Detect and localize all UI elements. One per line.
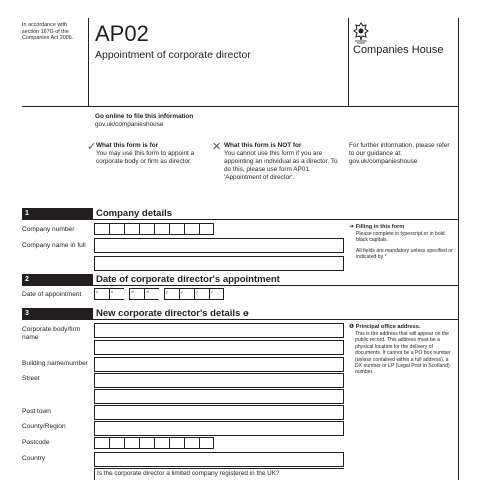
company-number-box[interactable] — [199, 223, 214, 235]
not-heading: What this form is NOT for — [224, 142, 302, 149]
company-name-input-2[interactable] — [94, 256, 344, 271]
date-day-box[interactable]: d — [94, 288, 109, 300]
country-label: Country — [22, 455, 46, 462]
header-left-rule — [88, 18, 89, 106]
brand-name: Companies House — [353, 44, 444, 56]
form-title: Appointment of corporate director — [95, 49, 251, 61]
county-label: County/Region — [22, 423, 66, 430]
postcode-box[interactable] — [94, 437, 109, 449]
date-month-box[interactable]: m — [129, 288, 144, 300]
postcode-boxes[interactable] — [94, 437, 214, 449]
date-year-box[interactable]: y — [209, 288, 224, 300]
date-boxes[interactable] — [94, 288, 224, 300]
crest-icon — [352, 22, 370, 44]
section1-number: 1 — [22, 208, 93, 220]
filling-heading: Filling in this form — [355, 224, 405, 230]
question-rule — [94, 468, 344, 469]
post-town-label: Post town — [22, 408, 51, 415]
section3-title — [96, 308, 249, 321]
postcode-box[interactable] — [109, 437, 124, 449]
postcode-box[interactable] — [199, 437, 214, 449]
body-name-input-1[interactable] — [94, 323, 344, 338]
county-input[interactable] — [94, 421, 344, 436]
section3-number: 3 — [22, 308, 93, 320]
online-url[interactable]: gov.uk/companieshouse — [95, 121, 164, 128]
question-left-rule — [94, 468, 95, 480]
principal-office-note — [349, 324, 455, 376]
company-number-box[interactable] — [109, 223, 124, 235]
filling-text-2: All fields are mandatory unless specified or indicated by * — [356, 247, 453, 261]
for-heading: What this form is for — [96, 142, 159, 149]
postcode-box[interactable] — [124, 437, 139, 449]
filling-note — [349, 224, 455, 261]
street-input-2[interactable] — [94, 389, 344, 404]
accordance-note: In accordance with section 167G of the Companies Act 2006. — [22, 22, 74, 42]
section2-title: Date of corporate director's appointment — [96, 274, 280, 285]
company-number-box[interactable] — [124, 223, 139, 235]
date-year-box[interactable]: y — [164, 288, 179, 300]
company-name-input-1[interactable] — [94, 238, 344, 253]
company-number-label: Company number — [22, 226, 75, 233]
section3-title-text: New corporate director's details — [96, 308, 241, 319]
company-number-box[interactable] — [184, 223, 199, 235]
filling-text-1: Please complete in typescript or in bold black capitals. — [356, 231, 445, 244]
date-year-box[interactable]: y — [179, 288, 194, 300]
postcode-label: Postcode — [22, 439, 50, 446]
cross-icon: ✕ — [212, 141, 222, 153]
header-right-rule — [348, 18, 349, 106]
header-divider — [22, 106, 458, 107]
company-number-box[interactable] — [169, 223, 184, 235]
date-label: Date of appointment — [22, 291, 82, 298]
not-text: You cannot use this form if you are appointing an individual as a director. To do this, please use form AP01 'Appointment of director'. — [224, 150, 338, 181]
section2-number: 2 — [22, 274, 93, 286]
company-number-boxes[interactable] — [94, 223, 214, 235]
principal-heading: Principal office address. — [355, 324, 421, 330]
street-label: Street — [22, 375, 40, 382]
body-name-label: Corporate body/firm name — [22, 326, 81, 341]
street-input-1[interactable] — [94, 373, 344, 388]
further-info: For further information, please refer to our guidance at: gov.uk/companieshouse — [349, 142, 450, 165]
principal-text: This is the address that will appear on the public record. This address must be a physical location for the delivery of documents. It cannot be a PO box number (unless contained within a full address), a DX number or LP (Legal Post in Scotland) number. — [355, 331, 451, 376]
info-icon: ❶ — [349, 324, 356, 330]
post-town-input[interactable] — [94, 405, 344, 420]
building-input[interactable] — [94, 357, 344, 372]
tick-icon: ✓ — [87, 141, 97, 153]
company-name-label: Company name in full — [22, 242, 86, 249]
uk-company-question: Is the corporate director a limited company registered in the UK? — [97, 470, 280, 477]
form-code: AP02 — [95, 21, 149, 46]
arrow-icon: ➔ — [349, 224, 356, 230]
date-month-box[interactable]: m — [144, 288, 159, 300]
postcode-box[interactable] — [154, 437, 169, 449]
for-text: You may use this form to appoint a corporate body or firm as director. — [96, 150, 195, 165]
company-number-box[interactable] — [139, 223, 154, 235]
company-number-box[interactable] — [94, 223, 109, 235]
body-name-input-2[interactable] — [94, 340, 344, 355]
section1-title: Company details — [96, 208, 173, 219]
online-heading: Go online to file this information — [95, 113, 194, 120]
postcode-box[interactable] — [184, 437, 199, 449]
date-day-box[interactable]: d — [109, 288, 124, 300]
building-label: Building name/number — [22, 360, 88, 367]
country-input[interactable] — [94, 452, 344, 467]
info-note-icon: ❶ — [242, 311, 249, 318]
company-number-box[interactable] — [154, 223, 169, 235]
postcode-box[interactable] — [139, 437, 154, 449]
date-year-box[interactable]: y — [194, 288, 209, 300]
page-border-right — [458, 18, 459, 480]
postcode-box[interactable] — [169, 437, 184, 449]
